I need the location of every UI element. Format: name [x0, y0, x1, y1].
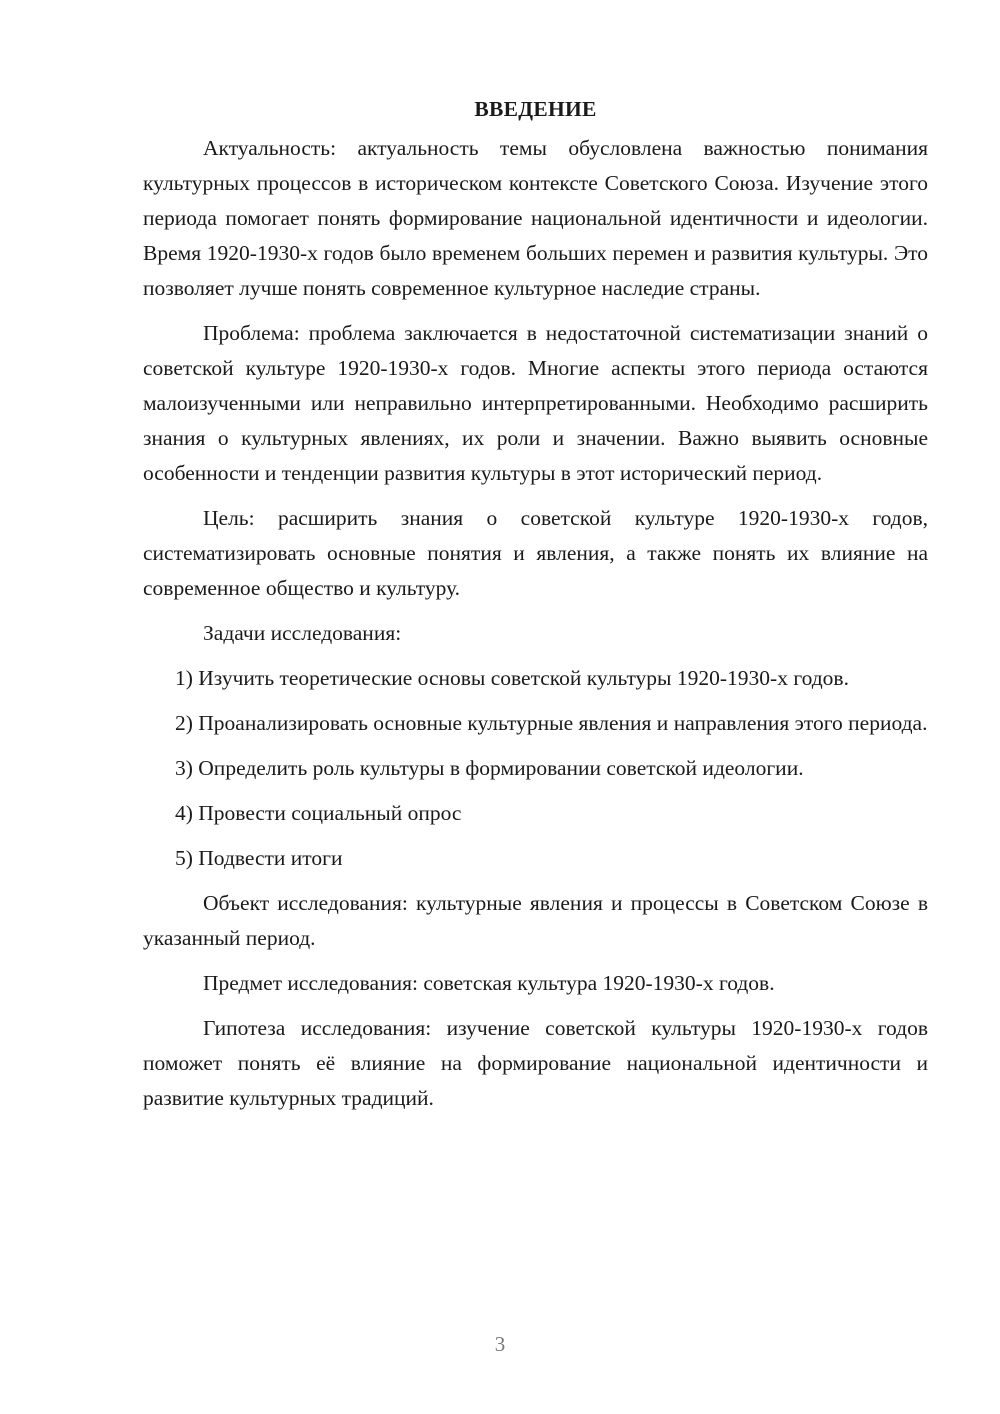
paragraph-object: Объект исследования: культурные явления и процессы в Советском Союзе в указанный период.	[143, 891, 928, 950]
paragraph-goal: Цель: расширить знания о советской культуре 1920-1930-х годов, систематизировать основные понятия и явления, а также понять их влияние на современное общество и культуру.	[143, 506, 928, 600]
document-page	[143, 96, 928, 1126]
paragraph-tasks-heading: Задачи исследования:	[203, 621, 402, 645]
task-item-1: 1) Изучить теоретические основы советской культуры 1920-1930-х годов.	[175, 666, 849, 690]
paragraph-problem: Проблема: проблема заключается в недостаточной систематизации знаний о советской культуре 1920-1930-х годов. Многие аспекты этого периода остаются малоизученными или неправильно интерпретированными. Необходимо расширить знания о культурных явлениях, их роли и значении. Важно выявить основные особенности и тенденции развития культуры в этот исторический период.	[143, 321, 928, 485]
paragraph-subject: Предмет исследования: советская культура 1920-1930-х годов.	[203, 971, 775, 995]
section-title: ВВЕДЕНИЕ	[474, 97, 597, 121]
task-item-4: 4) Провести социальный опрос	[175, 801, 462, 825]
task-item-3: 3) Определить роль культуры в формировании советской идеологии.	[175, 756, 804, 780]
task-item-2: 2) Проанализировать основные культурные явления и направления этого периода.	[175, 711, 928, 735]
paragraph-relevance: Актуальность: актуальность темы обусловлена важностью понимания культурных процессов в историческом контексте Советского Союза. Изучение этого периода помогает понять формирование национальной идентичности и идеологии. Время 1920-1930-х годов было временем больших перемен и развития культуры. Это позволяет лучше понять современное культурное наследие страны.	[143, 136, 928, 300]
page-number: 3	[494, 1332, 506, 1356]
paragraph-hypothesis: Гипотеза исследования: изучение советской культуры 1920-1930-х годов поможет понять её влияние на формирование национальной идентичности и развитие культурных традиций.	[143, 1016, 928, 1110]
task-item-5: 5) Подвести итоги	[175, 846, 343, 870]
